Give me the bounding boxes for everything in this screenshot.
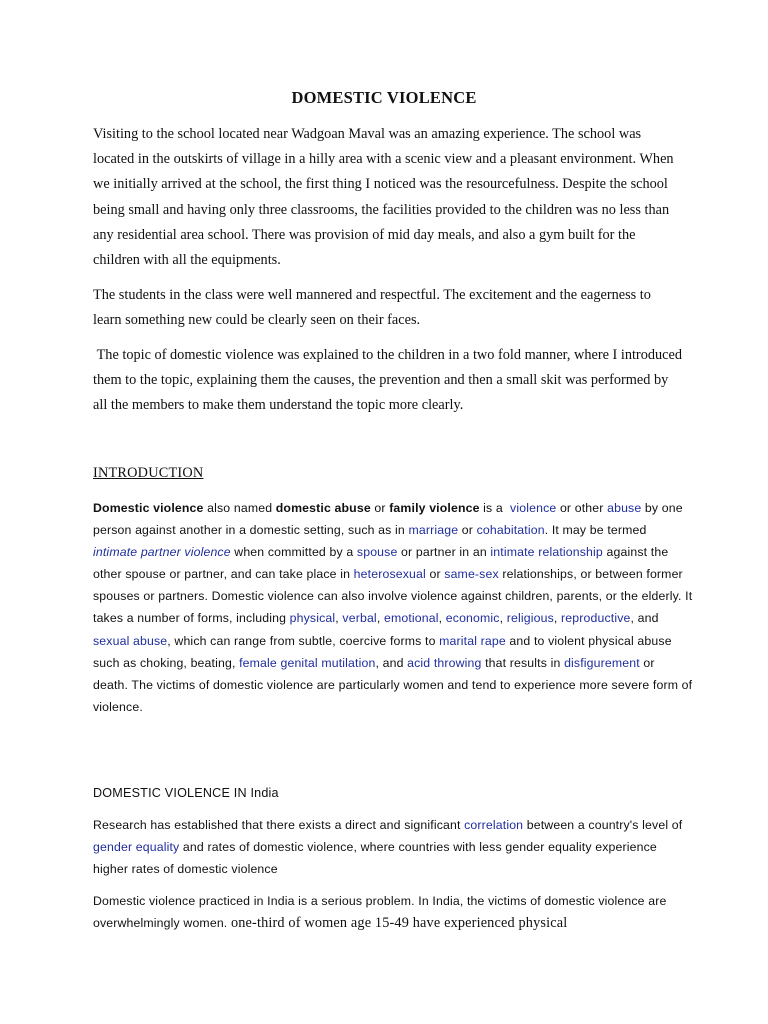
- term-family-violence: family violence: [389, 501, 480, 515]
- text-run-serif: one-third of women age 15-49 have experienced physical: [230, 915, 568, 932]
- india-heading: DOMESTIC VIOLENCE IN India: [93, 786, 279, 800]
- india-paragraph-2: [93, 890, 693, 934]
- term-domestic-violence: Domestic violence: [93, 501, 204, 515]
- text-run: relationships, or between former spouses or partners. Domestic violence can also involve violence against children, parents, or the elderly. It takes a number of forms, including: [93, 567, 696, 626]
- text-run: ,: [499, 611, 507, 626]
- link-heterosexual[interactable]: heterosexual: [353, 567, 426, 582]
- text-run: ,: [376, 611, 384, 626]
- introduction-paragraph: [93, 497, 696, 718]
- link-disfigurement[interactable]: disfigurement: [564, 655, 640, 670]
- link-abuse[interactable]: abuse: [607, 501, 642, 515]
- link-sexual-abuse[interactable]: sexual abuse: [93, 633, 168, 648]
- link-reproductive[interactable]: reproductive: [561, 611, 631, 626]
- text-run: Research has established that there exists a direct and significant: [93, 818, 465, 832]
- link-acid-throwing[interactable]: acid throwing: [407, 655, 482, 670]
- text-run: and to violent physical abuse such as choking, beating,: [93, 633, 676, 670]
- introduction-heading: INTRODUCTION: [93, 465, 204, 481]
- link-economic[interactable]: economic: [445, 611, 500, 626]
- link-physical[interactable]: physical: [289, 611, 336, 626]
- text-run: or other: [556, 501, 608, 515]
- link-spouse[interactable]: spouse: [356, 545, 398, 560]
- paragraph-topic: The topic of domestic violence was explained to the children in a two fold manner, where I introduced them to the topic, explaining them the causes, the prevention and then a small skit was performed by all the members to make them understand the topic more clearly.: [93, 347, 686, 414]
- link-intimate-partner-violence[interactable]: intimate partner violence: [93, 545, 231, 560]
- text-run: is a: [479, 501, 511, 515]
- text-run: , and: [630, 611, 663, 626]
- text-run: and rates of domestic violence, where countries with less gender equality experience higher rates of domestic violence: [93, 840, 657, 877]
- link-marriage[interactable]: marriage: [408, 523, 459, 538]
- india-paragraph-1: [93, 814, 693, 880]
- text-run: Domestic violence practiced in India is a serious problem. In India, the victims of domestic violence are overwhelmingly women.: [93, 894, 667, 931]
- paragraph-school-visit: Visiting to the school located near Wadgoan Maval was an amazing experience. The school was located in the outskirts of village in a hilly area with a scenic view and a pleasant environment. When we initially arrived at the school, the first thing I noticed was the resourcefulness. Despite the school being small and having only three classrooms, the facilities provided to the children was no less than any residential area school. There was provision of mid day meals, and also a gym built for the children with all the equipments.: [93, 126, 674, 269]
- text-run: . It may be termed: [544, 523, 651, 538]
- text-run: against the other spouse or partner, and can take place in: [93, 545, 672, 582]
- link-verbal[interactable]: verbal: [342, 611, 377, 626]
- page-title: DOMESTIC VIOLENCE: [291, 88, 477, 107]
- text-run: or death. The victims of domestic violence are particularly women and tend to experience more severe form of violence.: [93, 655, 696, 714]
- link-intimate-relationship[interactable]: intimate relationship: [490, 545, 603, 560]
- text-run: or partner in an: [397, 545, 491, 560]
- text-run: ,: [438, 611, 446, 626]
- text-run: by one person against another in a domestic setting, such as in: [93, 501, 687, 538]
- term-domestic-abuse: domestic abuse: [275, 501, 371, 515]
- text-run: also named: [203, 501, 276, 515]
- text-run: ,: [553, 611, 562, 626]
- text-run: , and: [375, 655, 408, 670]
- link-female-genital-mutilation[interactable]: female genital mutilation: [239, 655, 376, 670]
- link-violence[interactable]: violence: [510, 501, 557, 515]
- text-run: or: [370, 501, 390, 515]
- text-run: or: [425, 567, 445, 582]
- link-correlation[interactable]: correlation: [464, 818, 524, 832]
- link-emotional[interactable]: emotional: [383, 611, 439, 626]
- text-run: when committed by a: [230, 545, 357, 560]
- paragraph-students: The students in the class were well mannered and respectful. The excitement and the eagerness to learn something new could be clearly seen on their faces.: [93, 287, 651, 329]
- link-same-sex[interactable]: same-sex: [444, 567, 499, 582]
- text-run: ,: [335, 611, 343, 626]
- link-cohabitation[interactable]: cohabitation: [476, 523, 545, 538]
- link-gender-equality[interactable]: gender equality: [93, 840, 180, 855]
- text-run: , which can range from subtle, coercive forms to: [167, 633, 440, 648]
- text-run: between a country's level of: [523, 818, 683, 832]
- text-run: or: [458, 523, 477, 538]
- text-run: that results in: [481, 655, 565, 670]
- link-marital-rape[interactable]: marital rape: [439, 633, 506, 648]
- link-religious[interactable]: religious: [506, 611, 554, 626]
